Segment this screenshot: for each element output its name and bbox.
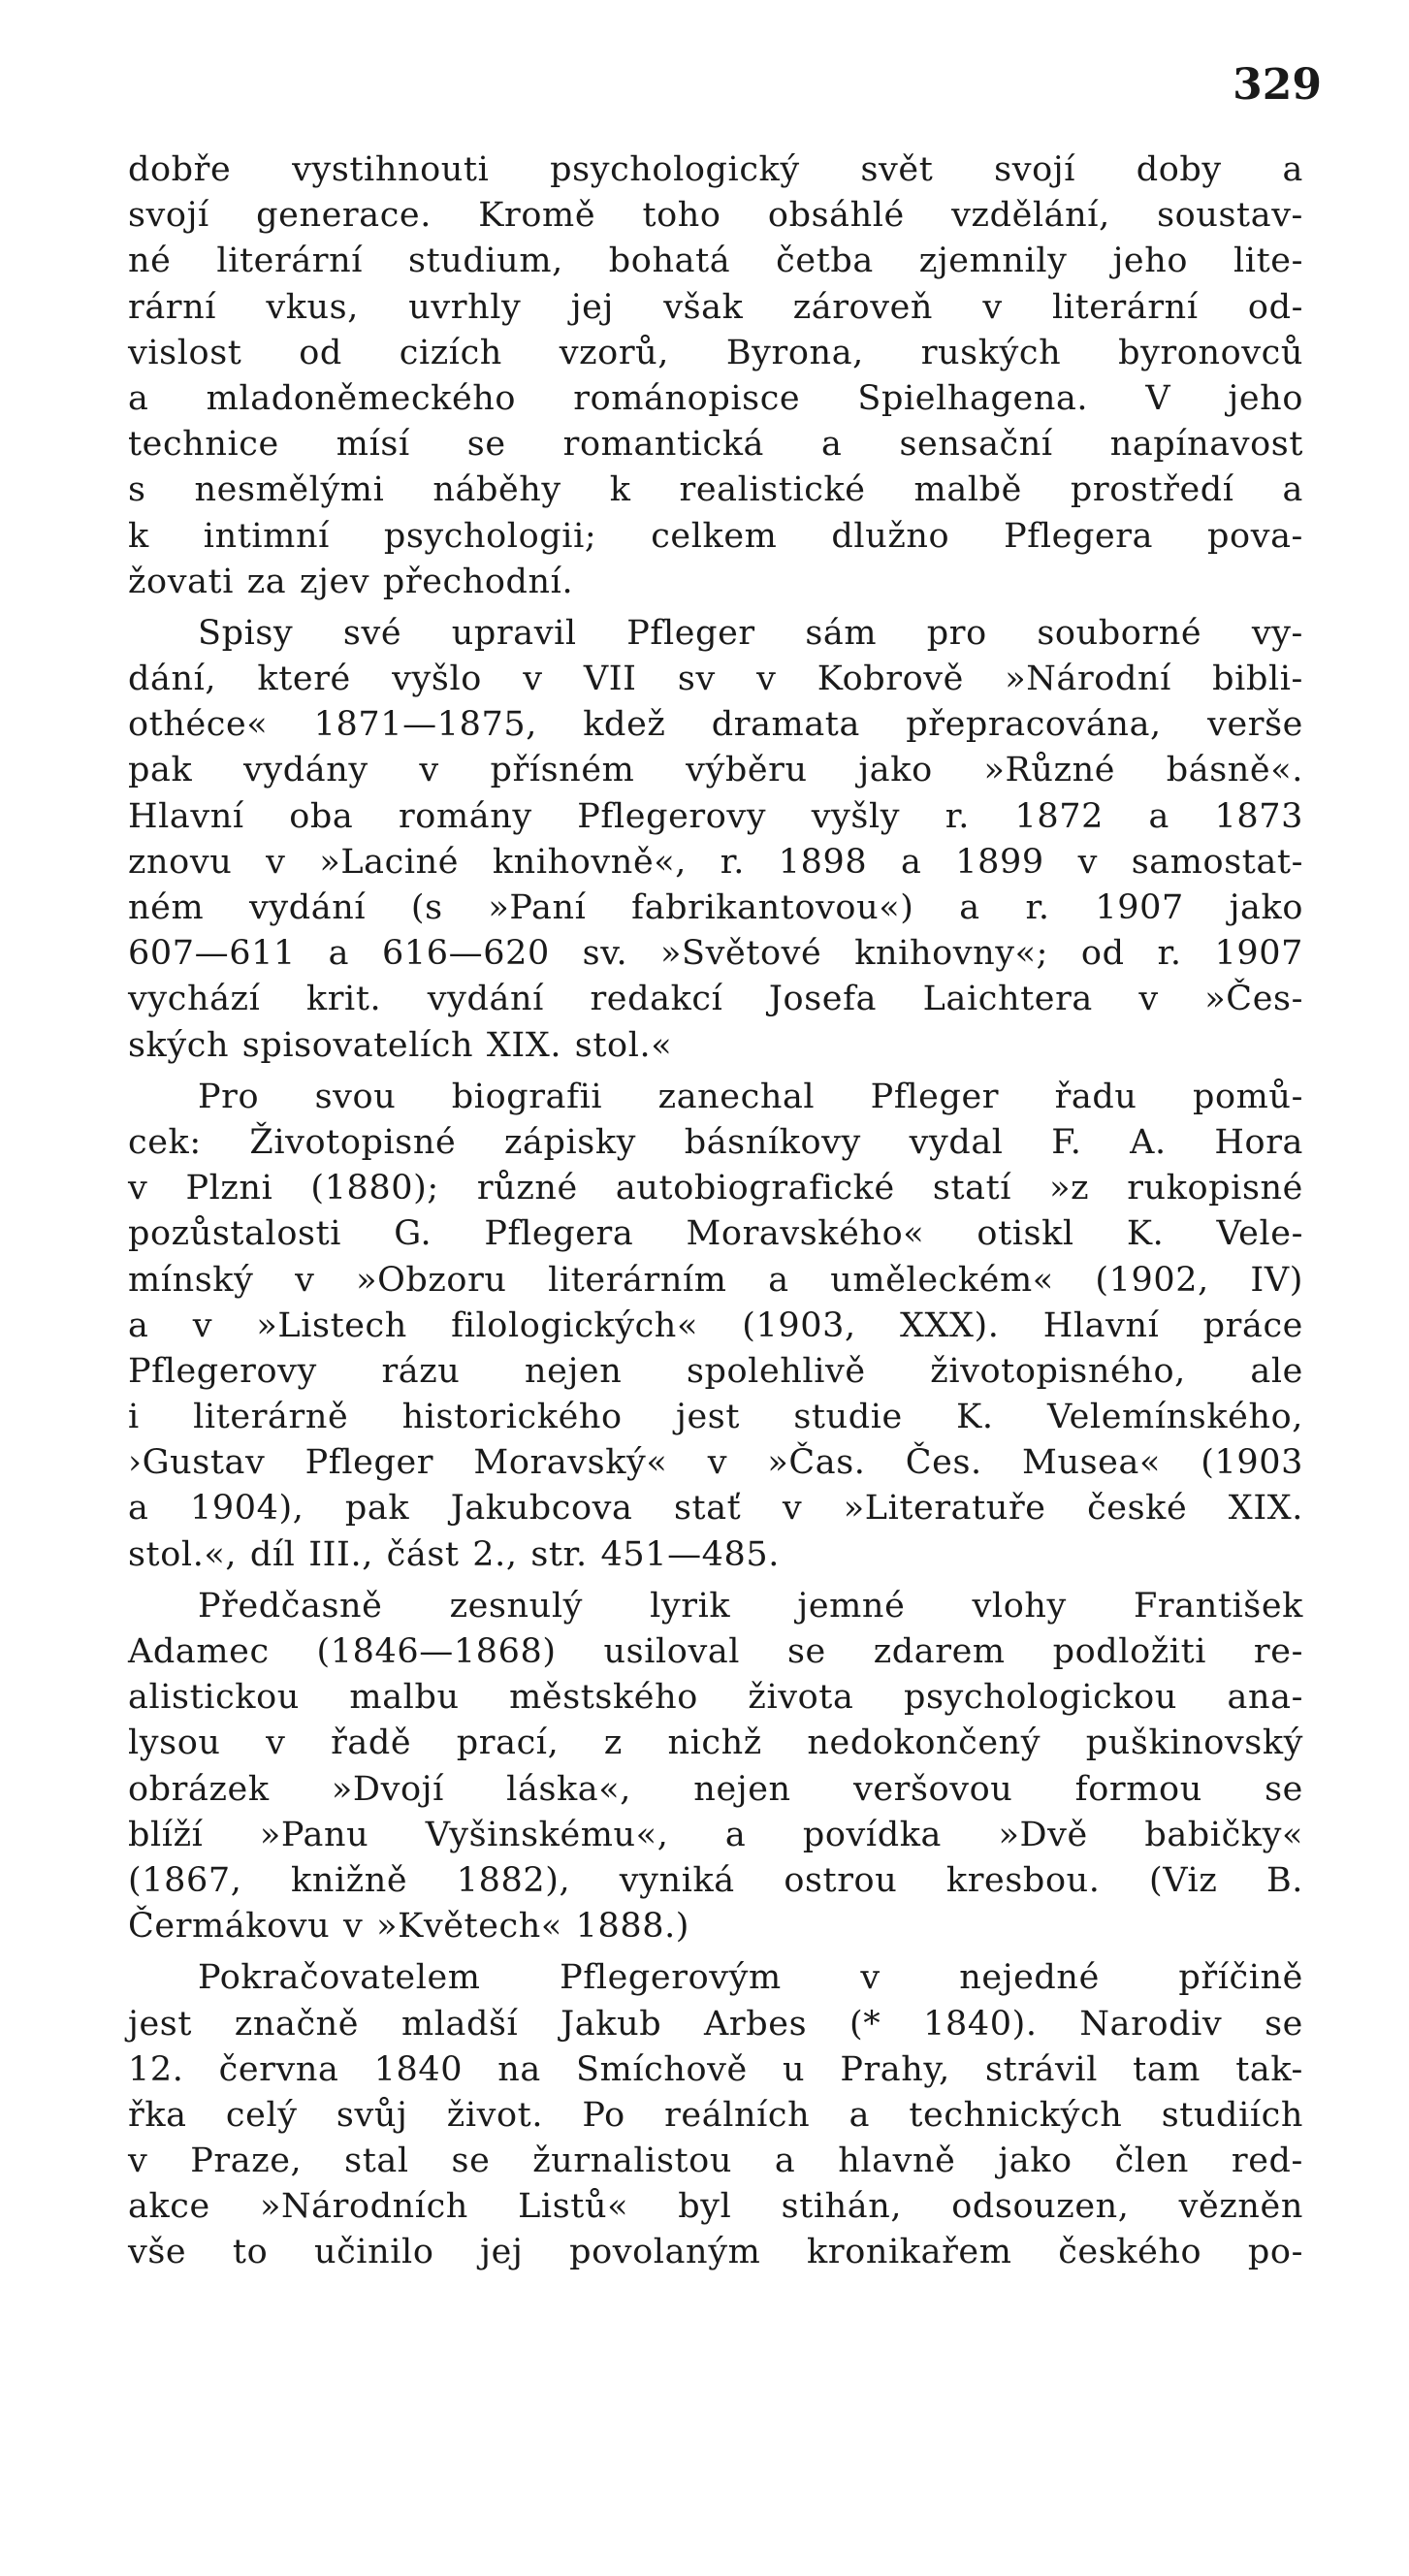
text-line: akce »Národních Listů« byl stihán, odsouzen, vězněn <box>128 2187 1303 2227</box>
text-line: k intimní psychologii; celkem dlužno Pflegera pova- <box>128 516 1303 556</box>
text-line: řka celý svůj život. Po reálních a technických studiích <box>128 2095 1303 2135</box>
text-line: technice mísí se romantická a sensační napínavost <box>128 425 1303 465</box>
paragraph-5 <box>128 1955 1303 2275</box>
text-line: blíží »Panu Vyšinskému«, a povídka »Dvě babičky« <box>128 1815 1303 1854</box>
paragraph-2 <box>128 611 1303 1069</box>
text-line: Pro svou biografii zanechal Pfleger řadu pomů- <box>198 1077 1303 1116</box>
text-line: dání, které vyšlo v VII sv v Kobrově »Národní bibli- <box>128 660 1303 699</box>
text-line: alistickou malbu městského života psychologickou ana- <box>128 1678 1303 1718</box>
text-line: žovati za zjev přechodní. <box>128 562 574 601</box>
paragraph-3 <box>128 1075 1303 1578</box>
text-line: mínský v »Obzoru literárním a uměleckém« (1902, IV) <box>128 1260 1303 1300</box>
text-line: i literárně historického jest studie K. Velemínského, <box>128 1398 1303 1437</box>
text-line: obrázek »Dvojí láska«, nejen veršovou formou se <box>128 1769 1303 1809</box>
text-line: 607—611 a 616—620 sv. »Světové knihovny«; od r. 1907 <box>128 934 1303 974</box>
text-line: v Praze, stal se žurnalistou a hlavně jako člen red- <box>128 2141 1303 2181</box>
text-line: a v »Listech filologických« (1903, XXX). Hlavní práce <box>128 1305 1303 1345</box>
text-line: a 1904), pak Jakubcova stať v »Literatuře české XIX. <box>128 1489 1303 1529</box>
text-line: Hlavní oba romány Pflegerovy vyšly r. 1872 a 1873 <box>128 796 1303 836</box>
text-line: Předčasně zesnulý lyrik jemné vlohy František <box>198 1586 1303 1626</box>
text-line: (1867, knižně 1882), vyniká ostrou kresbou. (Viz B. <box>128 1860 1303 1900</box>
text-line: cek: Životopisné zápisky básníkovy vydal F. A. Hora <box>128 1122 1303 1162</box>
text-line: Čermákovu v »Květech« 1888.) <box>128 1907 690 1947</box>
text-line: 12. června 1840 na Smíchově u Prahy, strávil tam tak- <box>128 2049 1303 2089</box>
text-line: ném vydání (s »Paní fabrikantovou«) a r. 1907 jako <box>128 888 1303 927</box>
text-line: vychází krit. vydání redakcí Josefa Laichtera v »Čes- <box>128 980 1303 1019</box>
paragraph-1 <box>128 147 1303 605</box>
text-line: Spisy své upravil Pfleger sám pro souborné vy- <box>198 613 1303 653</box>
text-line: rární vkus, uvrhly jej však zároveň v literární od- <box>128 287 1303 327</box>
text-line: znovu v »Laciné knihovně«, r. 1898 a 1899 v samostat- <box>128 842 1303 882</box>
paragraph-4 <box>128 1584 1303 1950</box>
text-line: ských spisovatelích XIX. stol.« <box>128 1025 673 1065</box>
text-line: pak vydány v přísném výběru jako »Různé básně«. <box>128 751 1303 790</box>
text-line: Pokračovatelem Pflegerovým v nejedné příčině <box>198 1958 1303 1998</box>
text-line: dobře vystihnouti psychologický svět svojí doby a <box>128 150 1303 189</box>
text-line: lysou v řadě prací, z nichž nedokončený puškinovský <box>128 1723 1303 1763</box>
text-line: stol.«, díl III., část 2., str. 451—485. <box>128 1534 781 1574</box>
text-line: s nesmělými náběhy k realistické malbě prostředí a <box>128 470 1303 510</box>
text-line: vše to učinilo jej povolaným kronikařem českého po- <box>128 2233 1303 2272</box>
text-line: ›Gustav Pfleger Moravský« v »Čas. Čes. Musea« (1903 <box>128 1443 1303 1483</box>
text-line: Adamec (1846—1868) usiloval se zdarem podložiti re- <box>128 1632 1303 1671</box>
text-line: othéce« 1871—1875, kdež dramata přepracována, verše <box>128 705 1303 745</box>
body-text <box>128 147 1303 2276</box>
text-line: svojí generace. Kromě toho obsáhlé vzdělání, soustav- <box>128 196 1303 236</box>
text-line: a mladoněmeckého románopisce Spielhagena. V jeho <box>128 378 1303 418</box>
text-line: vislost od cizích vzorů, Byrona, ruských byronovců <box>128 333 1303 372</box>
text-line: pozůstalosti G. Pflegera Moravského« otiskl K. Vele- <box>128 1214 1303 1254</box>
text-line: v Plzni (1880); různé autobiografické statí »z rukopisné <box>128 1169 1303 1208</box>
text-line: jest značně mladší Jakub Arbes (* 1840). Narodiv se <box>128 2004 1303 2044</box>
text-line: né literární studium, bohatá četba zjemnily jeho lite- <box>128 242 1303 281</box>
text-line: Pflegerovy rázu nejen spolehlivě životopisného, ale <box>128 1351 1303 1391</box>
page-number: 329 <box>1233 60 1322 110</box>
